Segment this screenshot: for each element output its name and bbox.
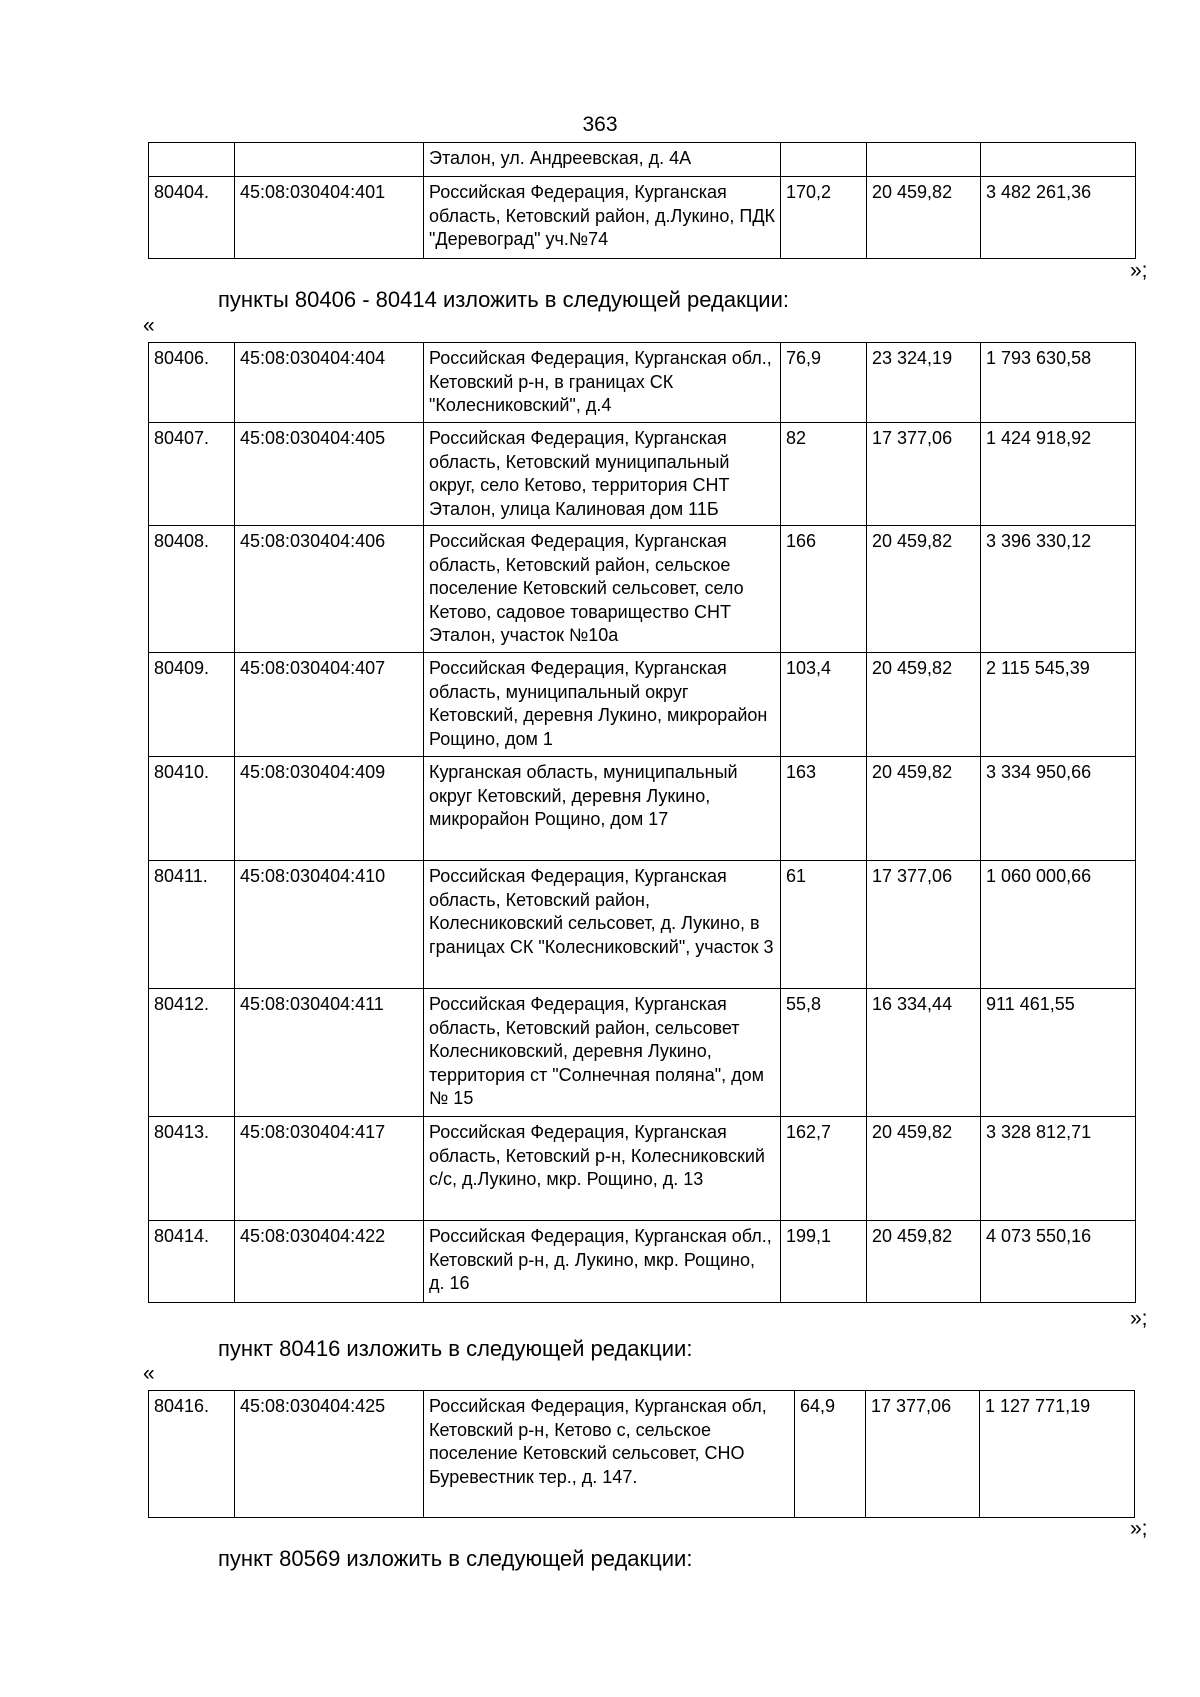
cell-rate <box>867 143 981 177</box>
cell-address: Российская Федерация, Курганская область, муниципальный округ Кетовский, деревня Лукино, микрорайон Рощино, дом 1 <box>424 653 781 757</box>
table-row <box>149 989 1136 1117</box>
cell-address: Российская Федерация, Курганская обл., Кетовский р-н, в границах СК "Колесниковский", д.4 <box>424 343 781 423</box>
cell-rate: 20 459,82 <box>867 1117 981 1221</box>
paragraph-point-80569: пункт 80569 изложить в следующей редакции: <box>218 1546 693 1571</box>
table-row <box>149 861 1136 989</box>
table-points-80406-80414 <box>148 342 1136 1303</box>
cell-cadastral: 45:08:030404:404 <box>235 343 424 423</box>
cell-number: 80412. <box>149 989 235 1117</box>
cell-value: 3 328 812,71 <box>981 1117 1136 1221</box>
cell-area: 162,7 <box>781 1117 867 1221</box>
cell-value: 1 060 000,66 <box>981 861 1136 989</box>
cell-rate: 20 459,82 <box>867 177 981 259</box>
cell-cadastral: 45:08:030404:417 <box>235 1117 424 1221</box>
opening-quote: « <box>143 314 155 337</box>
cell-value <box>981 143 1136 177</box>
cell-address: Российская Федерация, Курганская область, Кетовский р-н, Колесниковский с/с, д.Лукино, мкр. Рощино, д. 13 <box>424 1117 781 1221</box>
cell-area: 55,8 <box>781 989 867 1117</box>
cell-area: 76,9 <box>781 343 867 423</box>
cell-area: 199,1 <box>781 1221 867 1303</box>
closing-quote: »; <box>1130 1307 1148 1330</box>
cell-cadastral: 45:08:030404:425 <box>235 1391 424 1518</box>
cell-area: 64,9 <box>795 1391 866 1518</box>
cell-cadastral: 45:08:030404:407 <box>235 653 424 757</box>
cell-value: 3 334 950,66 <box>981 757 1136 861</box>
cell-rate: 20 459,82 <box>867 757 981 861</box>
cell-cadastral: 45:08:030404:405 <box>235 423 424 526</box>
cell-cadastral: 45:08:030404:411 <box>235 989 424 1117</box>
cell-area: 61 <box>781 861 867 989</box>
cell-rate: 16 334,44 <box>867 989 981 1117</box>
cell-value: 1 424 918,92 <box>981 423 1136 526</box>
cell-number: 80408. <box>149 526 235 653</box>
cell-address: Российская Федерация, Курганская обл., Кетовский р-н, д. Лукино, мкр. Рощино, д. 16 <box>424 1221 781 1303</box>
cell-cadastral: 45:08:030404:401 <box>235 177 424 259</box>
cell-number <box>149 143 235 177</box>
closing-quote: »; <box>1130 259 1148 282</box>
cell-value: 1 127 771,19 <box>980 1391 1135 1518</box>
table-row <box>149 423 1136 526</box>
paragraph-points-80406-80414: пункты 80406 - 80414 изложить в следующей редакции: <box>218 287 790 312</box>
cell-cadastral <box>235 143 424 177</box>
cell-rate: 17 377,06 <box>866 1391 980 1518</box>
cell-value: 2 115 545,39 <box>981 653 1136 757</box>
cell-address: Российская Федерация, Курганская область, Кетовский район, сельское поселение Кетовский сельсовет, село Кетово, садовое товарищество СНТ Эталон, участок №10а <box>424 526 781 653</box>
table-row <box>149 1221 1136 1303</box>
table-continuation <box>148 142 1136 259</box>
cell-number: 80409. <box>149 653 235 757</box>
cell-number: 80404. <box>149 177 235 259</box>
cell-value: 3 396 330,12 <box>981 526 1136 653</box>
cell-address: Российская Федерация, Курганская область, Кетовский район, д.Лукино, ПДК "Деревоград" уч.№74 <box>424 177 781 259</box>
closing-quote: »; <box>1130 1517 1148 1540</box>
cell-area: 170,2 <box>781 177 867 259</box>
cell-cadastral: 45:08:030404:406 <box>235 526 424 653</box>
cell-rate: 23 324,19 <box>867 343 981 423</box>
table-point-80416 <box>148 1390 1135 1518</box>
cell-area: 103,4 <box>781 653 867 757</box>
cell-rate: 20 459,82 <box>867 653 981 757</box>
cell-value: 4 073 550,16 <box>981 1221 1136 1303</box>
cell-rate: 17 377,06 <box>867 861 981 989</box>
table-row <box>149 343 1136 423</box>
cell-number: 80411. <box>149 861 235 989</box>
page-number: 363 <box>582 113 618 136</box>
table-row <box>149 757 1136 861</box>
cell-address: Эталон, ул. Андреевская, д. 4А <box>424 143 781 177</box>
cell-number: 80416. <box>149 1391 235 1518</box>
cell-area: 166 <box>781 526 867 653</box>
cell-number: 80413. <box>149 1117 235 1221</box>
cell-value: 911 461,55 <box>981 989 1136 1117</box>
cell-area: 82 <box>781 423 867 526</box>
cell-address: Российская Федерация, Курганская область, Кетовский район, сельсовет Колесниковский, деревня Лукино, территория ст "Солнечная поляна", дом № 15 <box>424 989 781 1117</box>
cell-number: 80414. <box>149 1221 235 1303</box>
cell-cadastral: 45:08:030404:409 <box>235 757 424 861</box>
table-row <box>149 653 1136 757</box>
cell-address: Российская Федерация, Курганская обл, Кетовский р-н, Кетово с, сельское поселение Кетовский сельсовет, СНО Буревестник тер., д. 147. <box>424 1391 795 1518</box>
cell-rate: 20 459,82 <box>867 1221 981 1303</box>
cell-address: Российская Федерация, Курганская область, Кетовский муниципальный округ, село Кетово, территория СНТ Эталон, улица Калиновая дом 11Б <box>424 423 781 526</box>
cell-area: 163 <box>781 757 867 861</box>
table-row <box>149 177 1136 259</box>
table-row <box>149 1391 1135 1518</box>
opening-quote: « <box>143 1362 155 1385</box>
paragraph-point-80416: пункт 80416 изложить в следующей редакции: <box>218 1336 693 1361</box>
cell-address: Российская Федерация, Курганская область, Кетовский район, Колесниковский сельсовет, д. Лукино, в границах СК "Колесниковский", участок 3 <box>424 861 781 989</box>
cell-number: 80407. <box>149 423 235 526</box>
cell-value: 3 482 261,36 <box>981 177 1136 259</box>
cell-area <box>781 143 867 177</box>
table-row <box>149 143 1136 177</box>
cell-value: 1 793 630,58 <box>981 343 1136 423</box>
cell-number: 80406. <box>149 343 235 423</box>
table-row <box>149 1117 1136 1221</box>
table-row <box>149 526 1136 653</box>
cell-cadastral: 45:08:030404:422 <box>235 1221 424 1303</box>
cell-rate: 17 377,06 <box>867 423 981 526</box>
cell-number: 80410. <box>149 757 235 861</box>
cell-address: Курганская область, муниципальный округ Кетовский, деревня Лукино, микрорайон Рощино, дом 17 <box>424 757 781 861</box>
cell-rate: 20 459,82 <box>867 526 981 653</box>
cell-cadastral: 45:08:030404:410 <box>235 861 424 989</box>
